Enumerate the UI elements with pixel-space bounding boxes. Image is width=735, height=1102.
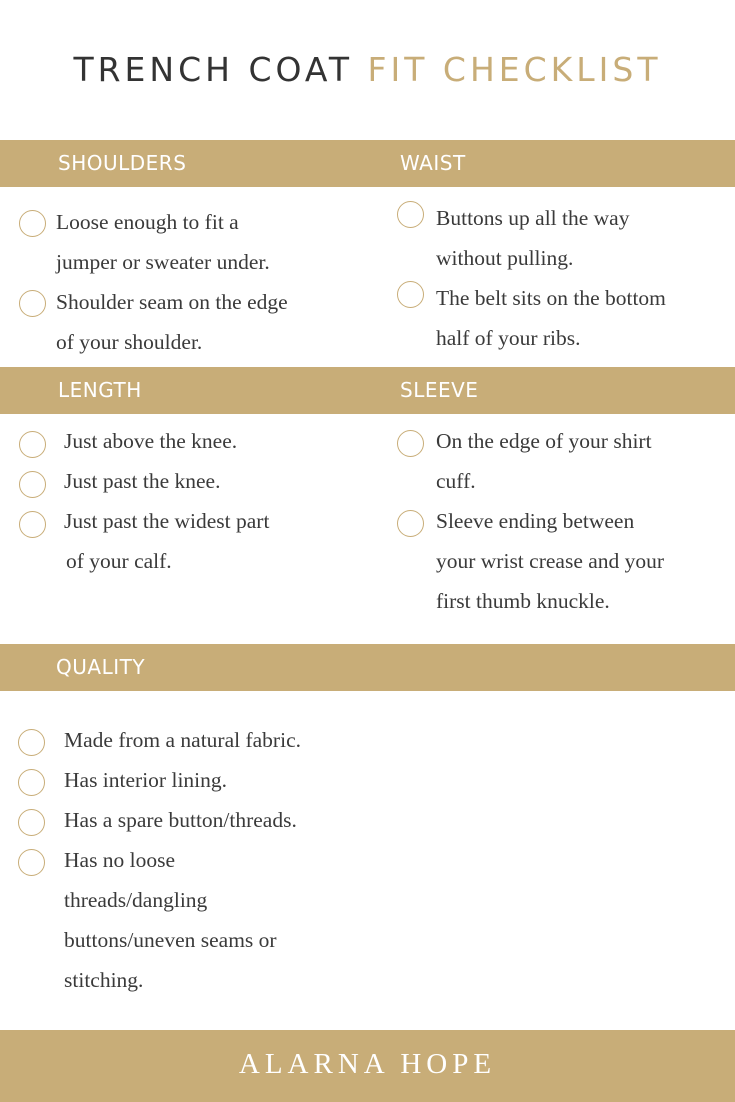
item-line: half of your ribs.	[436, 326, 581, 350]
item-line: Made from a natural fabric.	[64, 728, 301, 752]
section-heading-quality: QUALITY	[56, 655, 146, 679]
item-line: without pulling.	[436, 246, 574, 270]
item-line: of your shoulder.	[56, 330, 203, 354]
item-line: Has no loose	[64, 848, 176, 872]
checkbox-sleeve-1[interactable]	[397, 430, 424, 457]
item-line: Just past the widest part	[64, 509, 270, 533]
item-line: threads/dangling	[64, 888, 208, 912]
checkbox-quality-1[interactable]	[18, 729, 45, 756]
item-line: Just above the knee.	[64, 429, 238, 453]
item-line: Has a spare button/threads.	[64, 808, 297, 832]
item-line: Shoulder seam on the edge	[56, 290, 288, 314]
item-line: Loose enough to fit a	[56, 210, 239, 234]
item-line: Just past the knee.	[64, 469, 221, 493]
section-heading-length: LENGTH	[58, 378, 142, 402]
checkbox-length-2[interactable]	[19, 471, 46, 498]
brand-name: ALARNA HOPE	[238, 1048, 497, 1080]
item-line: On the edge of your shirt	[436, 429, 652, 453]
section-heading-shoulders: SHOULDERS	[58, 151, 187, 175]
checkbox-length-1[interactable]	[19, 431, 46, 458]
title-part-1: TRENCH COAT	[73, 50, 354, 89]
checkbox-quality-2[interactable]	[18, 769, 45, 796]
item-line: your wrist crease and your	[436, 549, 665, 573]
checkbox-quality-4[interactable]	[18, 849, 45, 876]
item-line: Sleeve ending between	[436, 509, 635, 533]
item-line: Has interior lining.	[64, 768, 228, 792]
item-line: of your calf.	[66, 549, 172, 573]
checkbox-length-3[interactable]	[19, 511, 46, 538]
title-part-2: FIT CHECKLIST	[367, 50, 662, 89]
checkbox-waist-2[interactable]	[397, 281, 424, 308]
item-line: stitching.	[64, 968, 144, 992]
checkbox-shoulders-1[interactable]	[19, 210, 46, 237]
footer-band	[0, 1030, 735, 1102]
checkbox-sleeve-2[interactable]	[397, 510, 424, 537]
checkbox-shoulders-2[interactable]	[19, 290, 46, 317]
section-heading-waist: WAIST	[400, 151, 466, 175]
item-line: jumper or sweater under.	[56, 250, 270, 274]
checkbox-waist-1[interactable]	[397, 201, 424, 228]
item-line: Buttons up all the way	[436, 206, 630, 230]
item-line: first thumb knuckle.	[436, 589, 610, 613]
item-line: buttons/uneven seams or	[64, 928, 277, 952]
page-title	[0, 50, 735, 89]
section-heading-sleeve: SLEEVE	[400, 378, 479, 402]
section-band-quality	[0, 644, 735, 691]
section-band-shoulders-waist	[0, 140, 735, 187]
section-band-length-sleeve	[0, 367, 735, 414]
item-line: The belt sits on the bottom	[436, 286, 666, 310]
checkbox-quality-3[interactable]	[18, 809, 45, 836]
item-line: cuff.	[436, 469, 476, 493]
